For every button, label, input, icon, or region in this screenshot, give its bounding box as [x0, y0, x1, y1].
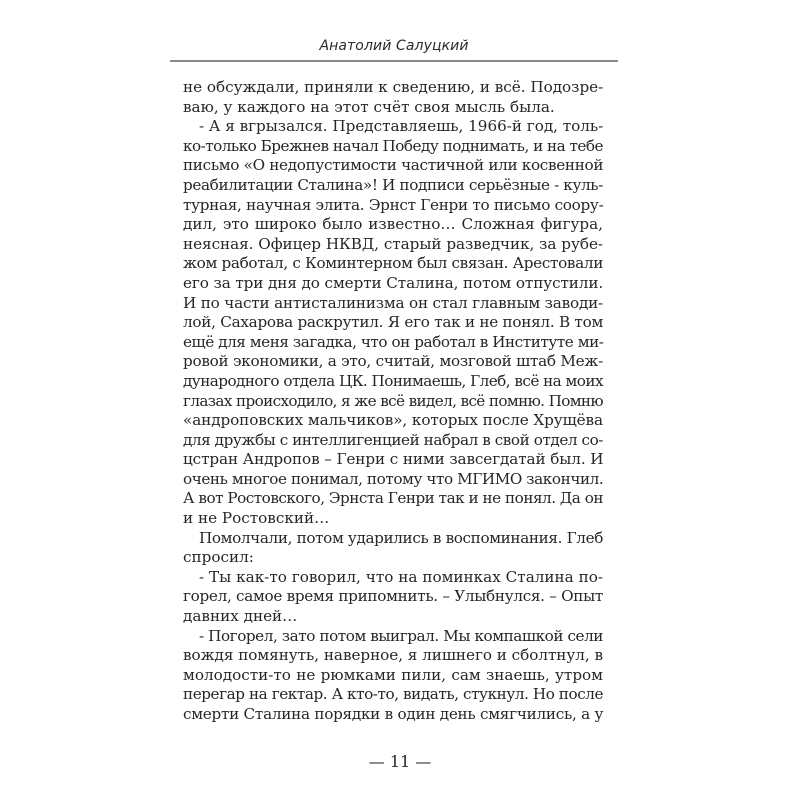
text-line: Помолчали, потом ударились в воспоминания. Глеб — [199, 528, 603, 547]
text-line: А вот Ростовского, Эрнста Генри так и не понял. Да он — [183, 489, 603, 508]
text-line: лой, Сахарова раскрутил. Я его так и не понял. В том — [183, 313, 603, 332]
text-line: жом работал, с Коминтерном был связан. Арестовали — [183, 254, 603, 273]
text-line: И по части антисталинизма он стал главным заводи- — [183, 293, 604, 312]
text-line: «андроповских мальчиков», которых после Хрущёва — [183, 411, 603, 430]
text-line: - Погорел, зато потом выиграл. Мы компашкой сели — [199, 626, 603, 645]
text-line: цстран Андропов – Генри с ними завсегдатай был. И — [183, 450, 604, 469]
text-line: спросил: — [183, 548, 254, 567]
text-line: очень многое понимал, потому что МГИМО закончил. — [183, 469, 604, 488]
text-line: дународного отдела ЦК. Понимаешь, Глеб, всё на моих — [183, 371, 603, 390]
text-line: молодости-то не рюмками пили, сам знаешь, утром — [183, 665, 603, 684]
text-line: турная, научная элита. Эрнст Генри то письмо соору- — [183, 195, 604, 214]
text-line: горел, самое время припомнить. – Улыбнулся. – Опыт — [183, 587, 603, 606]
text-line: ещё для меня загадка, что он работал в Институте ми- — [183, 332, 604, 351]
text-line: давних дней… — [183, 607, 298, 626]
text-line: и не Ростовский… — [183, 509, 330, 528]
page-number: — 11 — — [368, 752, 432, 771]
text-line: не обсуждали, приняли к сведению, и всё. Подозре- — [183, 78, 604, 96]
text-line: - Ты как-то говорил, что на поминках Сталина по- — [199, 567, 603, 586]
text-line: его за три дня до смерти Сталина, потом отпустили. — [183, 273, 604, 292]
body-text — [183, 78, 603, 725]
text-line: для дружбы с интеллигенцией набрал в свой отдел со- — [183, 430, 603, 449]
text-line: глазах происходило, я же всё видел, всё помню. Помню — [183, 391, 603, 410]
text-line: ровой экономики, а это, считай, мозговой штаб Меж- — [183, 352, 603, 371]
text-line: вождя помянуть, наверное, я лишнего и сболтнул, в — [183, 646, 603, 665]
text-line: письмо «О недопустимости частичной или косвенной — [183, 156, 604, 175]
text-line: ваю, у каждого на этот счёт своя мысль была. — [183, 97, 555, 116]
running-head-author: Анатолий Салуцкий — [319, 38, 469, 54]
text-line: реабилитации Сталина»! И подписи серьёзные - куль- — [183, 175, 603, 194]
text-line: смерти Сталина порядки в один день смягчились, а у — [183, 705, 604, 723]
text-line: неясная. Офицер НКВД, старый разведчик, за рубе- — [183, 234, 603, 253]
text-line: перегар на гектар. А кто-то, видать, стукнул. Но после — [183, 685, 604, 704]
header-rule — [170, 60, 618, 62]
text-line: ко-только Брежнев начал Победу поднимать, и на тебе — [183, 136, 603, 155]
text-line: - А я вгрызался. Представляешь, 1966-й год, толь- — [199, 117, 604, 136]
text-line: дил, это широко было известно… Сложная фигура, — [183, 215, 603, 234]
